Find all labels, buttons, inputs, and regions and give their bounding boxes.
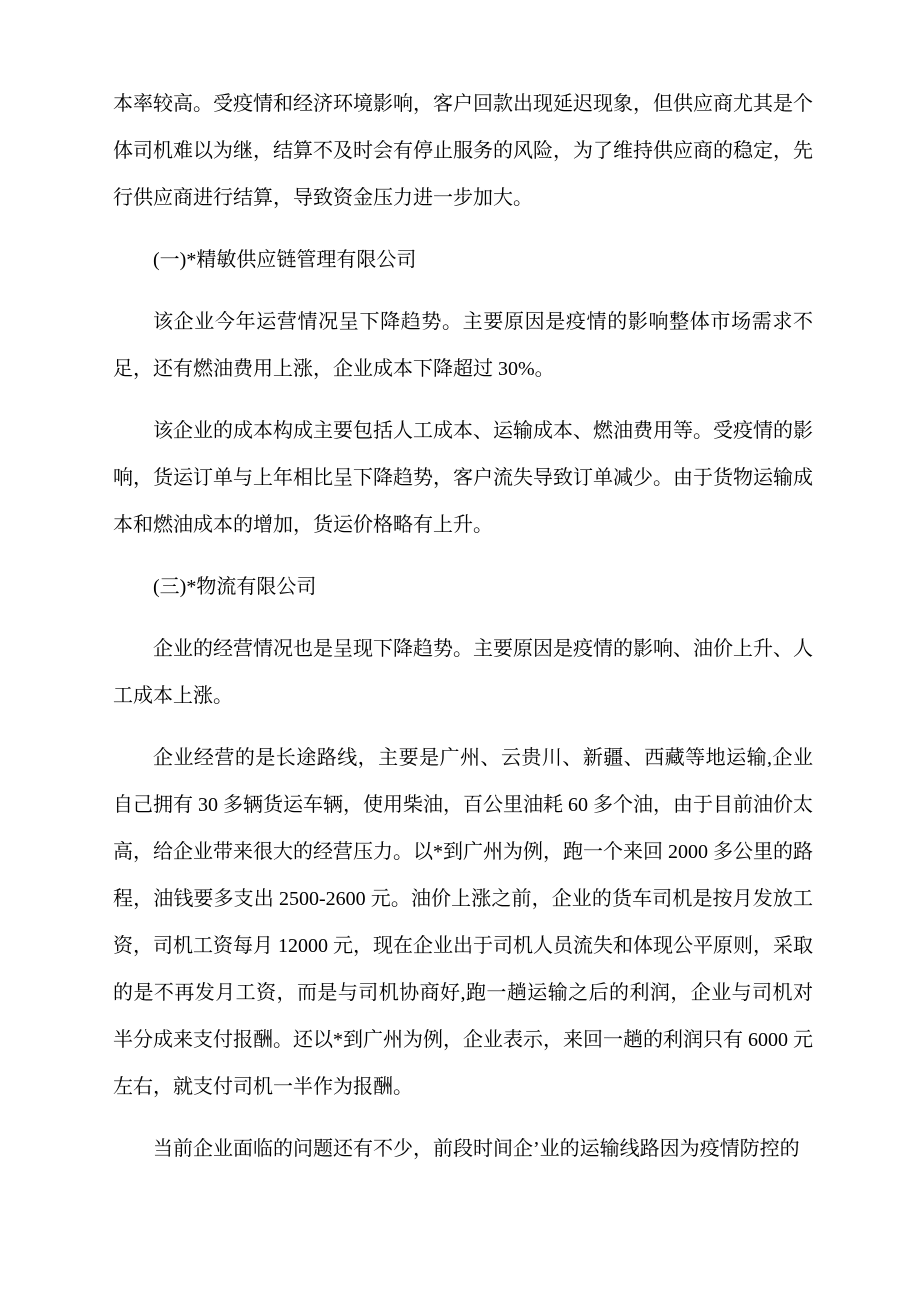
section-heading-company-one: (一)*精敏供应链管理有限公司 [153, 249, 417, 271]
paragraph-long-haul-operations: 企业经营的是长途路线，主要是广州、云贵川、新疆、西藏等地运输,企业自己拥有 30 多辆货运车辆，使用柴油，百公里油耗 60 多个油，由于目前油价太高，给企业带来很大的经营压力。以*到广州为例，跑一个来回 2000 多公里的路程，油钱要多支出 2500-2600 元。油价上涨之前，企业的货车司机是按月发放工资，司机工资每月 12000 元，现在企业出于司机人员流失和体现公平原则，采取的是不再发月工资，而是与司机协商好,跑一趟运输之后的利润，企业与司机对半分成来支付报酬。还以*到广州为例，企业表示，来回一趟的利润只有 6000 元左右，就支付司机一半作为报酬。 [113, 747, 813, 1098]
paragraph-business-decline-reasons: 企业的经营情况也是呈现下降趋势。主要原因是疫情的影响、油价上升、人工成本上涨。 [113, 638, 813, 707]
section-heading-company-three: (三)*物流有限公司 [153, 576, 317, 598]
paragraph-current-problems: 当前企业面临的问题还有不少，前段时间企’业的运输线路因为疫情防控的 [153, 1138, 800, 1160]
paragraph-cost-structure: 该企业的成本构成主要包括人工成本、运输成本、燃油费用等。受疫情的影响，货运订单与上年相比呈下降趋势，客户流失导致订单减少。由于货物运输成本和燃油成本的增加，货运价格略有上升。 [113, 420, 813, 536]
paragraph-continued-funding-pressure: 本率较高。受疫情和经济环境影响，客户回款出现延迟现象，但供应商尤其是个体司机难以为继，结算不及时会有停止服务的风险，为了维持供应商的稳定，先行供应商进行结算，导致资金压力进一步加大。 [113, 93, 813, 209]
paragraph-operations-decline: 该企业今年运营情况呈下降趋势。主要原因是疫情的影响整体市场需求不足，还有燃油费用上涨，企业成本下降超过 30%。 [113, 311, 813, 380]
